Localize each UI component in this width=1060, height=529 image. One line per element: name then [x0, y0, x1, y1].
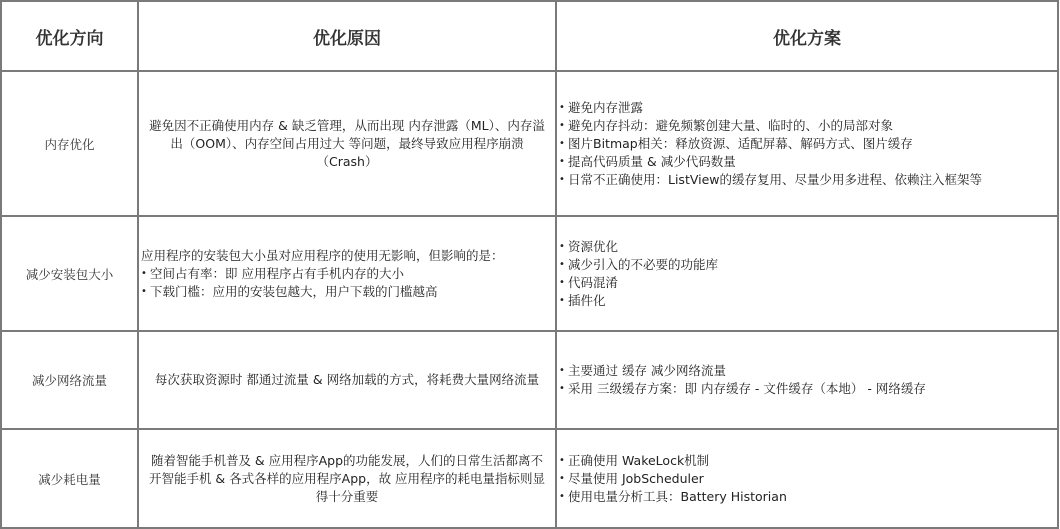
reason-line: 每次获取资源时 都通过流量 & 网络加载的方式，将耗费大量网络流量: [154, 372, 540, 387]
plan-cell: [556, 216, 1058, 331]
direction-cell: 减少网络流量: [1, 331, 138, 429]
plan-item: • 采用 三级缓存方案：即 内存缓存 - 文件缓存（本地） - 网络缓存: [559, 380, 1057, 398]
table-row-apk-size: [1, 216, 1058, 331]
plan-item: • 正确使用 WakeLock机制: [559, 452, 1057, 470]
plan-item: • 主要通过 缓存 减少网络流量: [559, 362, 1057, 380]
reason-cell: [138, 71, 556, 216]
header-direction: 优化方向: [1, 1, 138, 71]
plan-list: [559, 99, 1057, 189]
plan-item: • 避免内存泄露: [559, 99, 1057, 117]
reason-list: [141, 265, 553, 301]
reason-item: • 下载门槛：应用的安装包越大，用户下载的门槛越高: [141, 283, 553, 301]
reason-cell: [138, 331, 556, 429]
reason-intro: 应用程序的安装包大小虽对应用程序的使用无影响，但影响的是：: [141, 247, 504, 263]
reason-line: 随着智能手机普及 & 应用程序App的功能发展，人们的日常生活都离不: [150, 452, 544, 468]
table-row-network: [1, 331, 1058, 429]
header-plan: 优化方案: [556, 1, 1058, 71]
plan-item: • 提高代码质量 & 减少代码数量: [559, 153, 1057, 171]
reason-line: 出（OOM）、内存空间占用过大 等问题，最终导致应用程序崩溃: [170, 135, 524, 151]
reason-line: 避免因不正确使用内存 & 缺乏管理，从而出现 内存泄露（ML）、内存溢: [149, 117, 545, 133]
direction-cell: 减少安装包大小: [1, 216, 138, 331]
header-row: [1, 1, 1058, 71]
table-row-power: [1, 429, 1058, 528]
plan-item: • 代码混淆: [559, 274, 1057, 292]
plan-item: • 尽量使用 JobScheduler: [559, 470, 1057, 488]
plan-list: [559, 362, 1057, 398]
reason-cell: [138, 429, 556, 528]
plan-cell: [556, 429, 1058, 528]
reason-line: 得十分重要: [315, 488, 379, 504]
reason-cell: [138, 216, 556, 331]
reason-line: （Crash）: [316, 153, 378, 169]
plan-item: • 减少引入的不必要的功能库: [559, 256, 1057, 274]
plan-item: • 图片Bitmap相关：释放资源、适配屏幕、解码方式、图片缓存: [559, 135, 1057, 153]
direction-cell: 内存优化: [1, 71, 138, 216]
plan-list: [559, 238, 1057, 310]
header-reason: 优化原因: [138, 1, 556, 71]
table-row-memory: [1, 71, 1058, 216]
reason-item: • 空间占有率：即 应用程序占有手机内存的大小: [141, 265, 553, 283]
plan-list: [559, 452, 1057, 506]
reason-line: 开智能手机 & 各式各样的应用程序App，故 应用程序的耗电量指标则显: [148, 470, 546, 486]
plan-item: • 资源优化: [559, 238, 1057, 256]
plan-item: • 避免内存抖动：避免频繁创建大量、临时的、小的局部对象: [559, 117, 1057, 135]
plan-cell: [556, 331, 1058, 429]
direction-cell: 减少耗电量: [1, 429, 138, 528]
plan-cell: [556, 71, 1058, 216]
plan-item: • 日常不正确使用：ListView的缓存复用、尽量少用多进程、依赖注入框架等: [559, 171, 1057, 189]
plan-item: • 插件化: [559, 292, 1057, 310]
plan-item: • 使用电量分析工具：Battery Historian: [559, 488, 1057, 506]
